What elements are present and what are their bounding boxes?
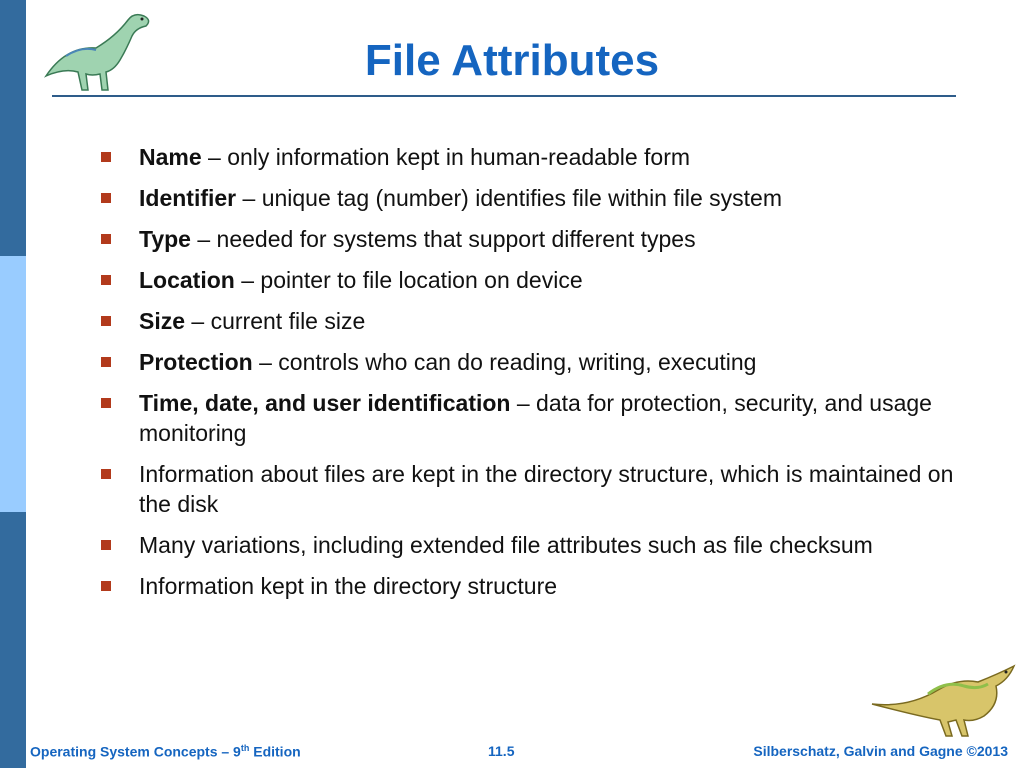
bullet-text: – unique tag (number) identifies file within file system: [236, 185, 782, 211]
footer-course-prefix: Operating System Concepts – 9: [30, 743, 241, 760]
list-item: [100, 142, 980, 172]
square-bullet-icon: [101, 357, 111, 367]
list-item: [100, 224, 980, 254]
square-bullet-icon: [101, 398, 111, 408]
list-item: [100, 388, 980, 448]
footer-course-superscript: th: [240, 743, 250, 753]
list-item: [100, 530, 980, 560]
footer-course-suffix: Edition: [249, 743, 301, 760]
bullet-term: Protection: [139, 349, 253, 375]
bullet-text: – needed for systems that support different types: [190, 226, 696, 252]
footer-authors: Silberschatz, Galvin and Gagne ©2013: [753, 743, 1008, 759]
list-item: [100, 459, 980, 519]
bullet-term: Size: [139, 308, 186, 334]
bullet-text: – data for protection, security, and usage monitoring: [139, 390, 932, 446]
bullet-term: Type: [139, 226, 191, 252]
list-item: [100, 571, 980, 601]
square-bullet-icon: [101, 581, 111, 591]
square-bullet-icon: [101, 152, 111, 162]
list-item: [100, 183, 980, 213]
dinosaur-icon: [868, 660, 1018, 740]
page-title: File Attributes: [364, 36, 660, 85]
bullet-text: Information kept in the directory structure: [139, 573, 558, 599]
list-item: [100, 306, 980, 336]
slide-number: 11.5: [488, 743, 515, 759]
bullet-term: Location: [139, 267, 235, 293]
square-bullet-icon: [101, 234, 111, 244]
square-bullet-icon: [101, 469, 111, 479]
list-item: [100, 265, 980, 295]
square-bullet-icon: [101, 316, 111, 326]
bullet-term: Name: [139, 144, 202, 170]
bullet-list: [100, 142, 980, 612]
bullet-text: – controls who can do reading, writing, executing: [252, 349, 757, 375]
square-bullet-icon: [101, 540, 111, 550]
bullet-text: – pointer to file location on device: [234, 267, 583, 293]
title-divider: [52, 95, 956, 97]
side-strip-bottom: [0, 512, 26, 768]
bullet-text: – current file size: [185, 308, 366, 334]
bullet-text: Information about files are kept in the directory structure, which is maintained on the disk: [139, 461, 954, 517]
side-strip-middle: [0, 256, 26, 512]
list-item: [100, 347, 980, 377]
square-bullet-icon: [101, 275, 111, 285]
bullet-text: – only information kept in human-readable form: [201, 144, 691, 170]
bullet-text: Many variations, including extended file attributes such as file checksum: [139, 532, 873, 558]
footer-course: [30, 743, 301, 760]
bullet-term: Time, date, and user identification: [139, 390, 511, 416]
square-bullet-icon: [101, 193, 111, 203]
bullet-term: Identifier: [139, 185, 237, 211]
